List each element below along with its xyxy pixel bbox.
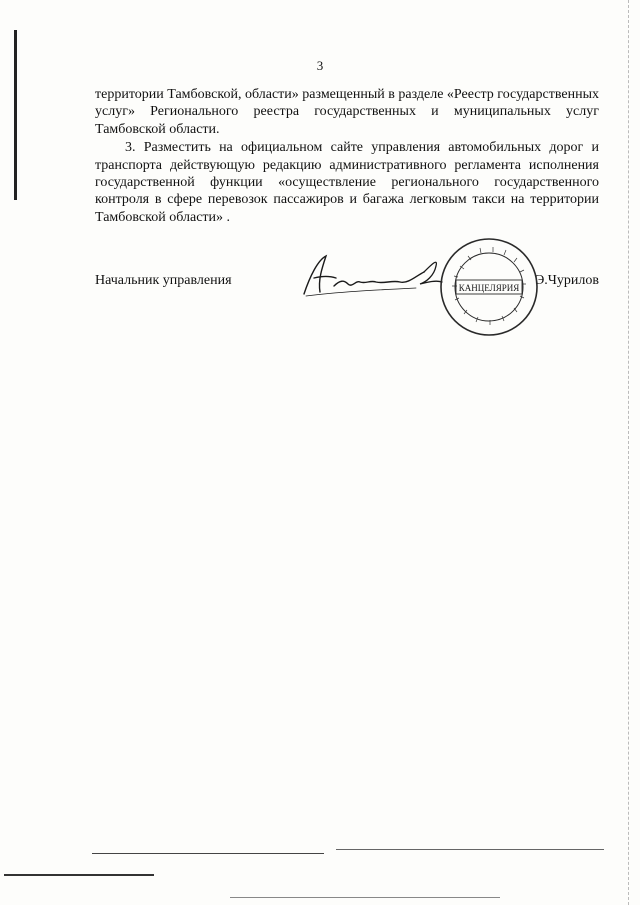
scan-edge-mark [14,30,17,200]
paragraph-continuation: территории Тамбовской, области» размещенный в разделе «Реестр государственных услуг» Регионального реестра государственных и муниципальных услуг Тамбовской области. [95,87,599,137]
round-stamp-icon [438,236,540,338]
page-number: 3 [316,58,324,73]
footer-rule [230,897,500,898]
footer-rule [92,853,324,854]
footer-rule [4,874,154,876]
body-text [95,86,599,226]
paragraph-item-3: 3. Разместить на официальном сайте управления автомобильных дорог и транспорта действующую редакцию административного регламента исполнения государственной функции «осуществление регионального государственного контроля в сфере перевозок пассажиров и багажа легковым такси на территории Тамбовской области» . [95,140,599,225]
scan-right-edge [628,0,630,905]
signer-title: Начальник управления [95,273,232,288]
handwritten-signature-icon [296,246,446,306]
footer-rule [336,849,604,850]
signer-name: Э.Чурилов [535,273,599,288]
stamp-center-text: КАНЦЕЛЯРИЯ [458,283,520,293]
